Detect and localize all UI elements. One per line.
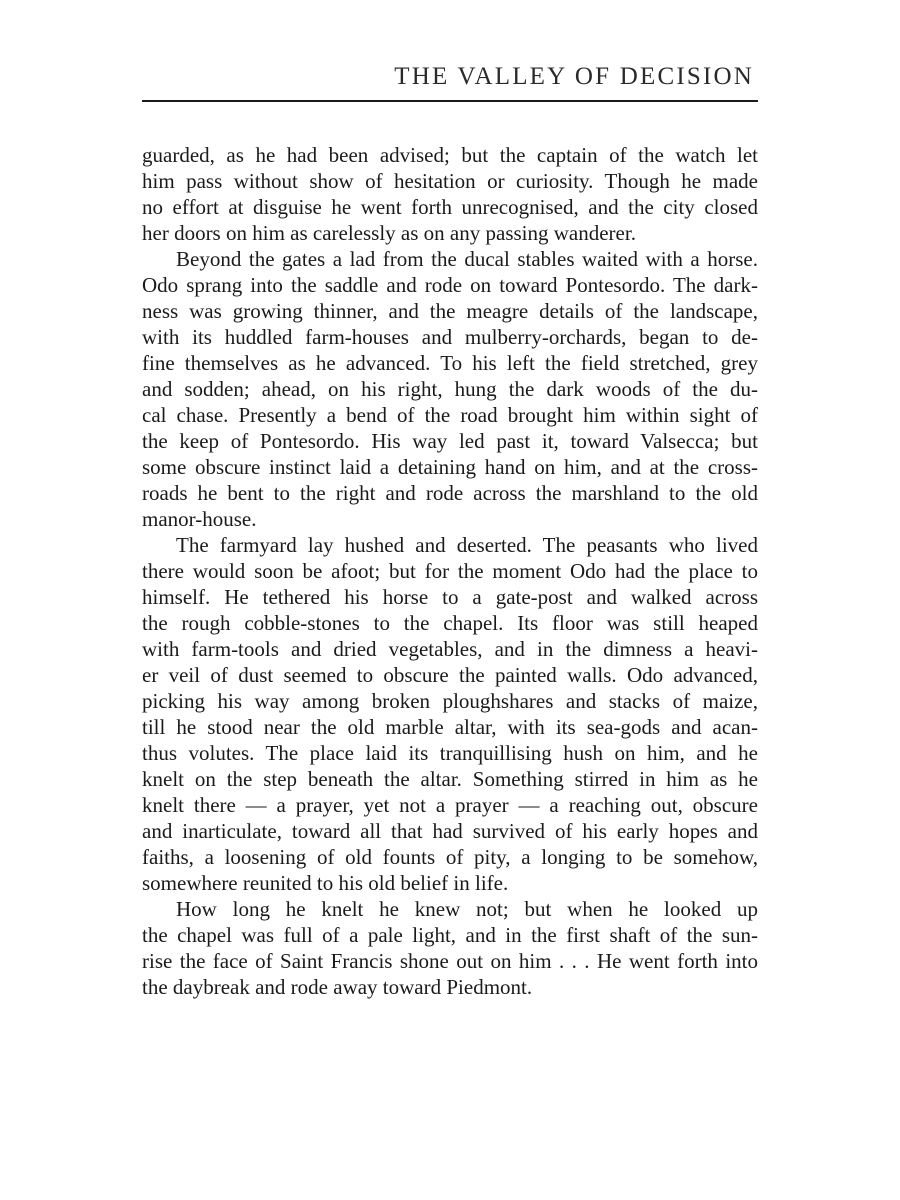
text-line: rise the face of Saint Francis shone out on him . . . He went forth into: [142, 949, 758, 973]
text-line: Odo sprang into the saddle and rode on toward Pontesordo. The dark-: [142, 273, 758, 297]
text-line: knelt on the step beneath the altar. Something stirred in him as he: [142, 767, 758, 791]
text-line: the daybreak and rode away toward Piedmont.: [142, 975, 533, 999]
paragraph: [142, 896, 758, 1000]
text-line: somewhere reunited to his old belief in life.: [142, 871, 509, 895]
text-line: The farmyard lay hushed and deserted. The peasants who lived: [176, 533, 758, 557]
paragraph: [142, 246, 758, 532]
text-line: with its huddled farm-houses and mulberry-orchards, began to de-: [142, 325, 758, 349]
text-line: the rough cobble-stones to the chapel. Its floor was still heaped: [142, 611, 758, 635]
text-line: guarded, as he had been advised; but the captain of the watch let: [142, 143, 758, 167]
text-line: with farm-tools and dried vegetables, and in the dimness a heavi-: [142, 637, 758, 661]
text-line: the keep of Pontesordo. His way led past it, toward Valsecca; but: [142, 429, 758, 453]
text-line: himself. He tethered his horse to a gate-post and walked across: [142, 585, 758, 609]
text-line: there would soon be afoot; but for the moment Odo had the place to: [142, 559, 758, 583]
text-line: no effort at disguise he went forth unrecognised, and the city closed: [142, 195, 758, 219]
text-line: and sodden; ahead, on his right, hung the dark woods of the du-: [142, 377, 758, 401]
text-line: thus volutes. The place laid its tranquillising hush on him, and he: [142, 741, 758, 765]
text-line: er veil of dust seemed to obscure the painted walls. Odo advanced,: [142, 663, 758, 687]
body-text: [142, 142, 758, 1000]
text-line: fine themselves as he advanced. To his left the field stretched, grey: [142, 351, 758, 375]
text-line: and inarticulate, toward all that had survived of his early hopes and: [142, 819, 758, 843]
text-line: faiths, a loosening of old founts of pity, a longing to be somehow,: [142, 845, 758, 869]
text-line: cal chase. Presently a bend of the road brought him within sight of: [142, 403, 758, 427]
header-rule: [142, 100, 758, 102]
text-line: picking his way among broken ploughshares and stacks of maize,: [142, 689, 758, 713]
text-line: knelt there — a prayer, yet not a prayer — a reaching out, obscure: [142, 793, 758, 817]
text-line: him pass without show of hesitation or curiosity. Though he made: [142, 169, 758, 193]
text-line: her doors on him as carelessly as on any passing wanderer.: [142, 221, 636, 245]
paragraph: [142, 532, 758, 896]
running-head: THE VALLEY OF DECISION: [394, 63, 754, 90]
text-line: How long he knelt he knew not; but when he looked up: [176, 897, 758, 921]
text-line: roads he bent to the right and rode across the marshland to the old: [142, 481, 758, 505]
text-line: some obscure instinct laid a detaining hand on him, and at the cross-: [142, 455, 758, 479]
text-line: ness was growing thinner, and the meagre details of the landscape,: [142, 299, 758, 323]
text-line: manor-house.: [142, 507, 257, 531]
text-line: till he stood near the old marble altar, with its sea-gods and acan-: [142, 715, 758, 739]
text-line: Beyond the gates a lad from the ducal stables waited with a horse.: [176, 247, 758, 271]
paragraph: [142, 142, 758, 246]
text-line: the chapel was full of a pale light, and in the first shaft of the sun-: [142, 923, 758, 947]
